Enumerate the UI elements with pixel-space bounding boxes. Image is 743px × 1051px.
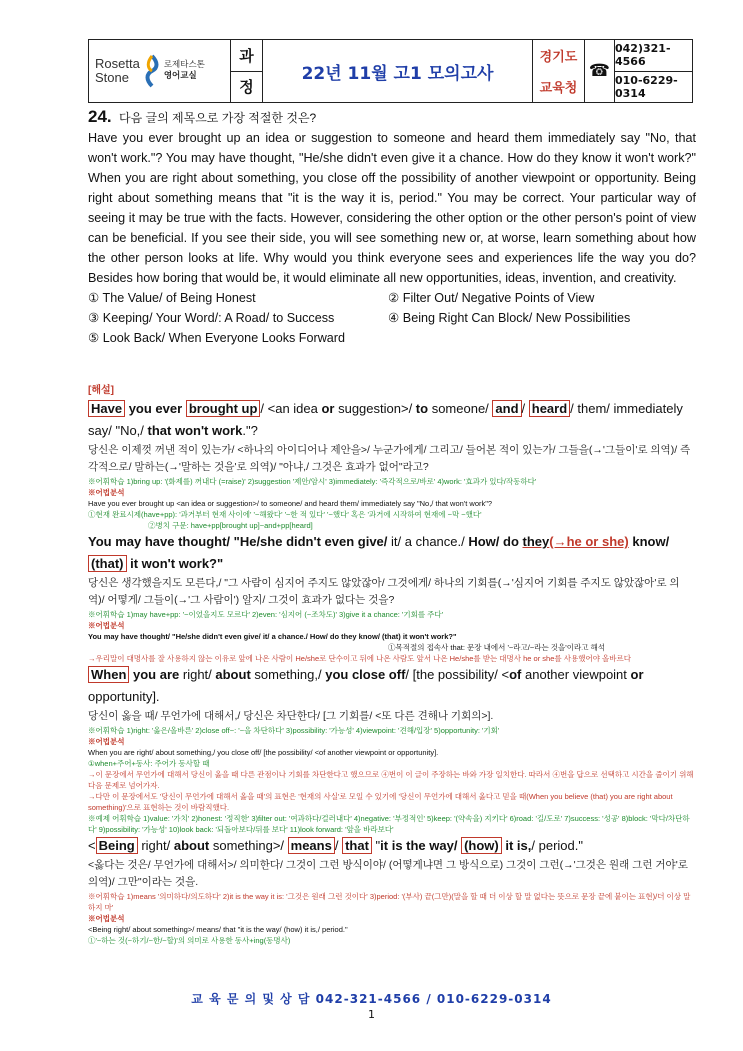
question-number: 24. xyxy=(88,107,112,126)
logo-sub2: 영어교실 xyxy=(163,71,197,81)
sentence-4-english: < Being right/ about something>/ means / that "it is the way/ (how) it is,/ period." xyxy=(88,838,583,853)
course-label-1: 과 xyxy=(231,40,262,72)
s1-have-you-ever: Have xyxy=(88,400,125,417)
phone-number-2: 010-6229-0314 xyxy=(615,73,678,100)
s3-note3: →다만 이 문장에서도 '당신이 무언가에 대해서 옳을 때'의 표현은 '현재의 사실'로 모일 수 있기에 '당신이 무언가에 대해서 옳다고 믿을 때(When you believe (that) you are right about something)'으로 표현하는 것이 바람직했다. xyxy=(88,792,673,812)
s2-syntax: You may have thought/ "He/she didn't even give/ it/ a chance./ How/ do they know/ (that) it won't work?" xyxy=(88,632,457,641)
question-header xyxy=(88,107,696,128)
s3-vocab2: ※예제 어휘학습 1)value: '가치' 2)honest: '정직한' 3)filter out: '여과하다/걸러내다' 4)negative: '부정적인' 5)keep: '(약속을) 지키다' 6)road: '길/도로' 7)success: '성공' 8)block: '막다/차단하다' 9)possibility: '가능성' 10)look back: '되돌아보다/뒤를 보다' 11)look forward: '앞을 바라보다' xyxy=(88,814,690,834)
question-block xyxy=(88,107,696,348)
logo-line1: Rosetta xyxy=(95,56,140,71)
phone-icon: ☎ xyxy=(585,40,615,102)
logo-line2: Stone xyxy=(95,70,129,85)
logo-subtitle xyxy=(164,60,205,82)
option-2[interactable]: ② Filter Out/ Negative Points of View xyxy=(388,291,595,305)
s4-syntax-label: ※어법분석 xyxy=(88,914,125,923)
region-label-2: 교육청 xyxy=(539,81,578,96)
s3-syntax-label: ※어법분석 xyxy=(88,737,125,746)
phone-number-1: 042)321-4566 xyxy=(615,40,692,72)
logo-sub1: 로제타스톤 xyxy=(163,60,205,70)
question-prompt: 다음 글의 제목으로 가장 적절한 것은? xyxy=(118,111,317,125)
sentence-3-korean: 당신이 옳을 때/ 무언가에 대해서,/ 당신은 차단한다/ [그 기회를/ <또 다른 견해나 기회의>]. xyxy=(88,710,494,722)
s3-note2: →이 문장에서 무언가에 대해서 당신이 옳을 때 다른 관점이나 기회를 차단한다고 했으므로 ④번이 이 글이 주장하는 바와 가장 일치한다. 따라서 ④번을 답으로 선택하고 시간을 줄이기 위해 다음 문제로 넘어가자. xyxy=(88,770,694,790)
option-3[interactable]: ③ Keeping/ Your Word/: A Road/ to Success xyxy=(88,311,335,325)
s1-vocab: ※어휘학습 1)bring up: '(화제를) 꺼내다 (=raise)' 2)suggestion '제안/암시' 3)immediately: '즉각적으로/바로' 4)work: '효과가 있다/작동하다' xyxy=(88,477,537,486)
footer-contact: 교 육 문 의 및 상 담 042-321-4566 / 010-6229-0314 xyxy=(191,992,552,1006)
s1-notes2: ②병치 구문: have+pp[brought up]~and+pp[heard] xyxy=(148,521,313,530)
s1-notes: ①현재 완료시제(have+pp): '과거부터 현재 사이에' '~해왔다' '~한 적 있다' '~했다' 혹은 '과거에 시작하여 현재에 ~막 ~했다' xyxy=(88,510,482,519)
option-1[interactable]: ① The Value/ of Being Honest xyxy=(88,291,256,305)
page-number: 1 xyxy=(368,1008,375,1021)
explanation-block xyxy=(88,384,696,946)
sentence-1-english: Have you ever brought up / <an idea or suggestion>/ to someone/ and / heard / them/ immediately say/ "No,/ that won't work."? xyxy=(88,401,683,438)
explanation-label: [해설] xyxy=(88,385,114,396)
header-table xyxy=(88,39,693,103)
course-label-2: 정 xyxy=(239,78,254,97)
region-label-1: 경기도 xyxy=(539,50,578,65)
logo-wordmark xyxy=(95,57,140,85)
s3-vocab: ※어휘학습 1)right: '옳은/올바른' 2)close off~: '~을 차단하다' 3)possibility: '가능성' 4)viewpoint: '견해/입장' 5)opportunity: '기회' xyxy=(88,726,500,735)
question-passage: Have you ever brought up an idea or suggestion to someone and heard them immediately say "No, that won't work."? You may have thought, "He/she didn't even give it a chance. How do they know it won't work?" When you are right about something, you close off the possibility of another viewpoint or opportunity. Being right about something means that "it is the way it is, period." You may be correct. Your particular way of seeing it may be true with the facts. However, considering the other option or the other person's point of view can be beneficial. If you see their side, you will see something new or, at worse, learn something about how the other person looks at life. Why would you think everyone sees and experiences life the way you do? Besides how boring that would be, it would eliminate all new opportunities, ideas, invention, and creativity. xyxy=(88,131,696,285)
s1-syntax-label: ※어법분석 xyxy=(88,488,125,497)
sentence-1-korean: 당신은 이제껏 꺼낸 적이 있는가/ <하나의 아이디어나 제안을>/ 누군가에게/ 그리고/ 들어본 적이 있는가/ 그들을(→'그들이'로 의역)/ 즉각적으로/ 말하는(→'말하는 것을'로 의역)/ "아냐,/ 그것은 효과가 없어"라고? xyxy=(88,444,691,473)
logo xyxy=(89,40,231,102)
s3-syntax: When you are right/ about something,/ you close off/ [the possibility/ <of another viewpoint or opportunity]. xyxy=(88,748,439,757)
s1-syntax: Have you ever brought up <an idea or suggestion>/ to someone/ and heard them/ immediately say "No,/ that won't work"? xyxy=(88,499,493,508)
option-4[interactable]: ④ Being Right Can Block/ New Possibilities xyxy=(388,311,631,325)
s4-vocab: ※어휘학습 1)means '의미하다/의도하다' 2)it is the way it is: '그것은 원래 그런 것이다' 3)period: '(부사) 끝(그만)(말을 할 때 더 이상 할 말 없다는 뜻으로 문장 끝에 붙이는 표현)/더 이상 말하지 마' xyxy=(88,892,691,912)
sentence-2-english: You may have thought/ "He/she didn't even give/ it/ a chance./ How/ do they(→he or she) know/ (that) it won't work?" xyxy=(88,534,670,571)
s2-vocab: ※어휘학습 1)may have+pp: '~이었을지도 모르다' 2)even: '심지어 (~조차도)' 3)give it a chance: '기회를 주다' xyxy=(88,610,444,619)
s2-syntax-label: ※어법분석 xyxy=(88,621,125,630)
answer-options xyxy=(88,288,696,348)
option-5[interactable]: ⑤ Look Back/ When Everyone Looks Forward xyxy=(88,331,345,345)
s1-brought-up: brought up xyxy=(186,400,261,417)
s4-syntax: <Being right/ about something>/ means/ that "it is the way/ (how) it is,/ period." xyxy=(88,925,348,934)
course-label xyxy=(231,40,263,102)
s2-note2: →우리말이 대명사를 잘 사용하지 않는 이유로 앞에 나온 사람이 He/she로 단수이고 뒤에 나온 사람도 앞서 나온 He/she를 받는 대명사 he or she를 사용했어야 올바르다 xyxy=(88,654,632,663)
phone-numbers xyxy=(615,40,692,102)
logo-swirl-icon xyxy=(144,54,160,88)
s4-note1: ①'~하는 것(~하기/~한/~할)'의 의미로 사용한 동사+ing(동명사) xyxy=(88,936,291,945)
region-label xyxy=(533,40,585,102)
s2-note1: ①목적절의 접속사 that: 문장 내에서 '~라고/~라는 것을'이라고 해석 xyxy=(388,643,606,652)
sentence-3-english: When you are right/ about something,/ you close off/ [the possibility/ <of another viewpoint or opportunity]. xyxy=(88,667,644,704)
sentence-2-korean: 당신은 생각했을지도 모른다,/ "그 사람이 심지어 주지도 않았잖아/ 그것에게/ 하나의 기회를(→'심지어 기회를 주지도 않았잖아'로 의역)/ 어떻게/ 그들이(→'그 사람이') 알지/ 그것이 효과가 없다는 것을? xyxy=(88,577,680,606)
page-title: 22년 11월 고1 모의고사 xyxy=(263,40,533,102)
s3-note1: ①when+주어+동사: 주어가 동사할 때 xyxy=(88,759,210,768)
sentence-4-korean: <옳다는 것은/ 무언가에 대해서>/ 의미한다/ 그것이 그런 방식이야/ (어떻게냐면 그 방식으로) 그것이 그런(→'그것은 원래 그런 거야'로 의역)/ 그만"이라는 것을. xyxy=(88,859,688,888)
